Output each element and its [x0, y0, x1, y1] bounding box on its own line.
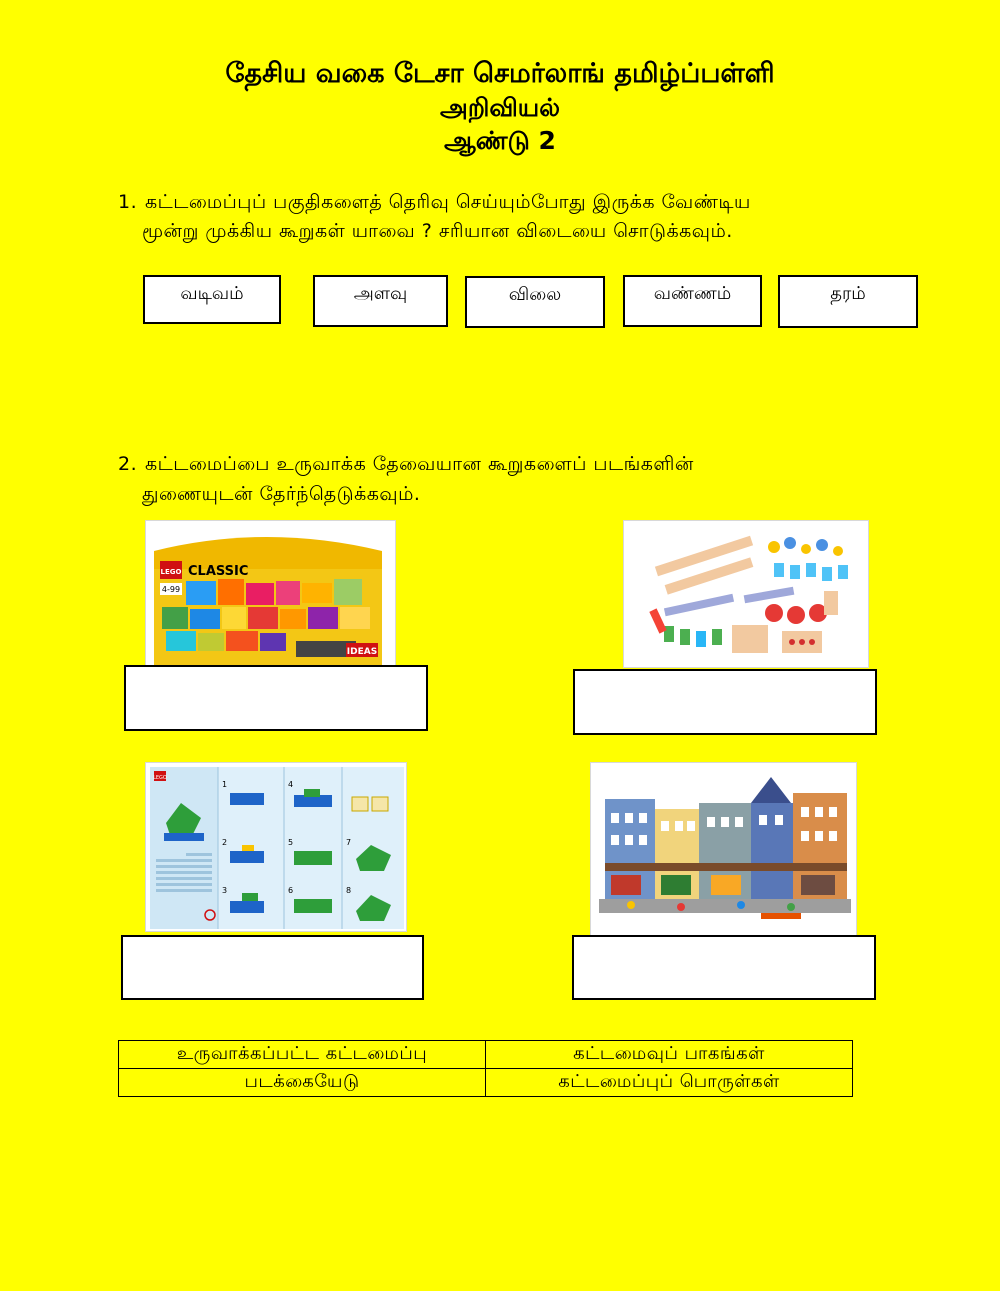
- choice-size[interactable]: அளவு: [313, 275, 448, 327]
- manual-illustration: [146, 763, 407, 932]
- word-manual[interactable]: படக்கையேடு: [119, 1069, 486, 1097]
- question-1-number: 1.: [118, 191, 138, 213]
- answer-box-1[interactable]: [124, 665, 428, 731]
- school-title: தேசிய வகை டேசா செமர்லாங் தமிழ்ப்பள்ளி: [225, 58, 775, 89]
- step-3: 3: [222, 886, 228, 895]
- word-bank-table: [118, 1040, 853, 1097]
- step-7: 7: [346, 838, 352, 847]
- step-2: 2: [222, 838, 228, 847]
- parts-illustration: [624, 521, 869, 668]
- lego-box-image: [145, 520, 396, 668]
- age-label: 4-99: [161, 585, 181, 594]
- word-bank-row: [119, 1041, 853, 1069]
- word-bank-row: [119, 1069, 853, 1097]
- answer-box-2[interactable]: [573, 669, 877, 735]
- subject-title: அறிவியல்: [440, 93, 560, 122]
- step-4: 4: [288, 780, 294, 789]
- lego-logo-text: LEGO: [160, 568, 182, 576]
- question-2-line-2: துணையுடன் தேர்ந்தெடுக்கவும்.: [142, 483, 421, 505]
- step-6: 6: [288, 886, 294, 895]
- step-1: 1: [222, 780, 228, 789]
- classic-label: CLASSIC: [188, 564, 249, 579]
- word-built-structure[interactable]: உருவாக்கப்பட்ட கட்டமைப்பு: [119, 1041, 486, 1069]
- ideas-badge: IDEAS: [346, 647, 378, 657]
- question-1-line-2: மூன்று முக்கிய கூறுகள் யாவை ? சரியான விடையை சொடுக்கவும்.: [142, 220, 733, 242]
- manual-lego-logo: LEGO: [153, 775, 167, 781]
- built-structure-image: [590, 762, 857, 936]
- answer-box-4[interactable]: [572, 935, 876, 1000]
- construction-parts-image: [623, 520, 869, 668]
- step-5: 5: [288, 838, 294, 847]
- step-8: 8: [346, 886, 352, 895]
- word-structure-parts[interactable]: கட்டமைவுப் பாகங்கள்: [486, 1041, 853, 1069]
- question-2-line-1: கட்டமைப்பை உருவாக்க தேவையான கூறுகளைப் படங்களின்: [145, 453, 694, 475]
- question-1-line-1: கட்டமைப்புப் பகுதிகளைத் தெரிவு செய்யும்போது இருக்க வேண்டிய: [145, 191, 751, 213]
- choice-price[interactable]: விலை: [465, 276, 605, 328]
- choice-shape[interactable]: வடிவம்: [143, 275, 281, 324]
- answer-box-3[interactable]: [121, 935, 424, 1000]
- choice-colour[interactable]: வண்ணம்: [623, 275, 762, 327]
- year-title: ஆண்டு 2: [444, 126, 556, 155]
- question-2-number: 2.: [118, 453, 138, 475]
- structure-illustration: [591, 763, 857, 936]
- choice-quality[interactable]: தரம்: [778, 275, 918, 328]
- lego-box-illustration: [146, 521, 396, 668]
- word-structure-materials[interactable]: கட்டமைப்புப் பொருள்கள்: [486, 1069, 853, 1097]
- instruction-manual-image: [145, 762, 407, 932]
